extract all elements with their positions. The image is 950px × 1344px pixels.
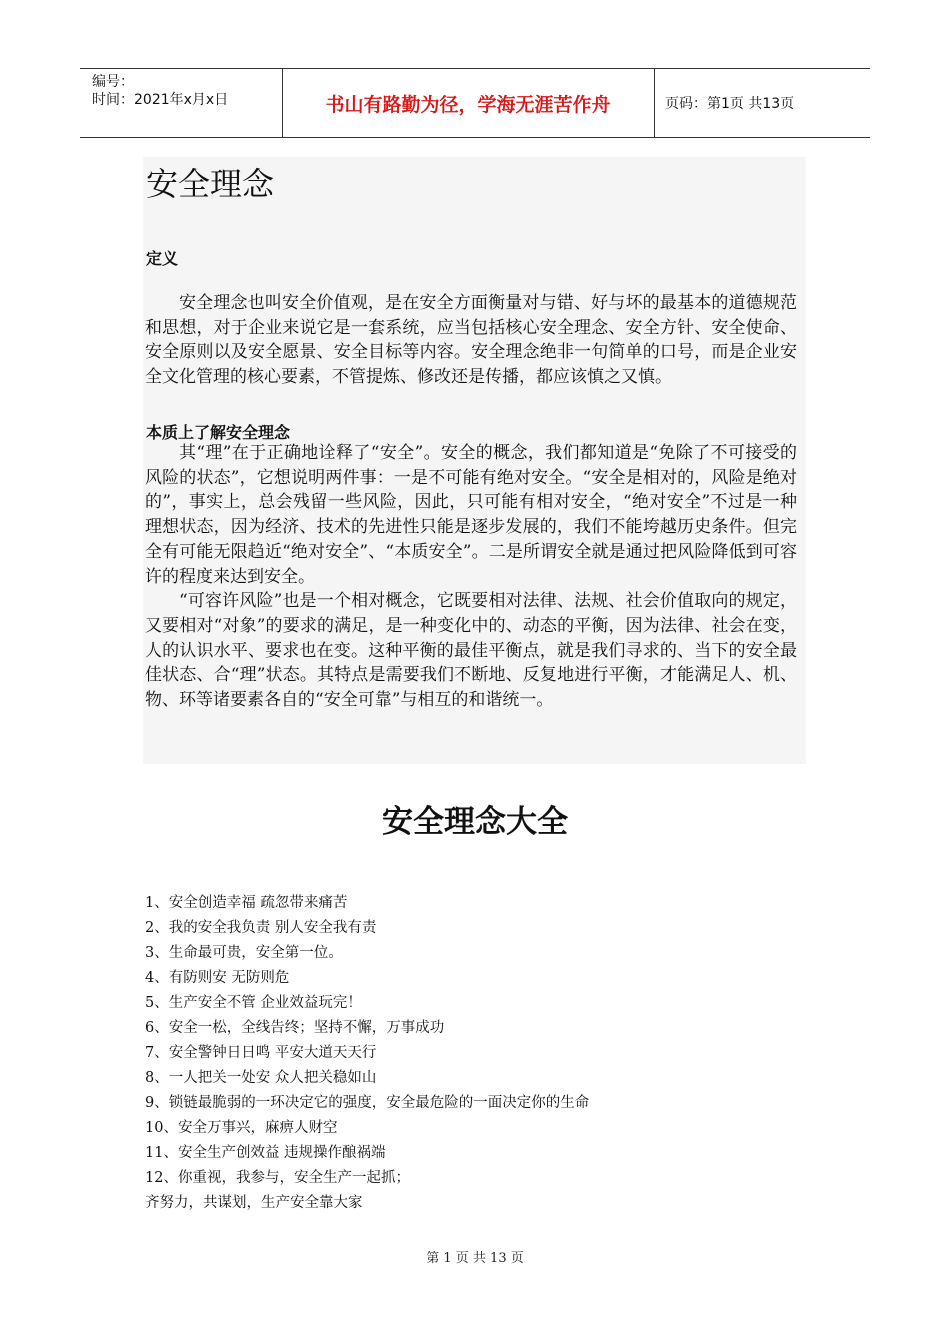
header-page-info: 页码：第1页 共13页 [665,96,795,112]
header-motto: 书山有路勤为径，学海无涯苦作舟 [325,93,611,116]
slogan-item: 11、安全生产创效益 违规操作酿祸端 [145,1145,386,1161]
slogan-item: 2、我的安全我负责 别人安全我有责 [145,920,377,936]
slogan-item: 6、安全一松，全线告终；坚持不懈，万事成功 [145,1020,445,1036]
slogan-item: 4、有防则安 无防则危 [145,970,290,986]
slogan-item: 12、你重视，我参与，安全生产一起抓； [145,1170,410,1186]
slogan-item: 3、生命最可贵，安全第一位。 [145,945,343,961]
header-meta [80,69,282,137]
header-time-label: 时间：2021年x月x日 [92,92,229,108]
essence-paragraph-2: “可容许风险”也是一个相对概念，它既要相对法律、法规、社会价值取向的规定，又要相对“对象”的要求的满足，是一种变化中的、动态的平衡，因为法律、社会在变，人的认识水平、要求也在变。这种平衡的最佳平衡点，就是我们寻求的、当下的安全最佳状态、合“理”状态。其特点是需要我们不断地、反复地进行平衡，才能满足人、机、物、环等诸要素各自的“安全可靠”与相互的和谐统一。 [145,591,797,711]
essence-paragraph-1: 其“理”在于正确地诠释了“安全”。安全的概念，我们都知道是“免除了不可接受的风险的状态”，它想说明两件事：一是不可能有绝对安全。“安全是相对的，风险是绝对的”，事实上，总会残留一些风险，因此，只可能有相对安全，“绝对安全”不过是一种理想状态，因为经济、技术的先进性只能是逐步发展的，我们不能垮越历史条件。但完全有可能无限趋近“绝对安全”、“本质安全”。二是所谓安全就是通过把风险降低到可容许的程度来达到安全。 [145,443,797,587]
slogan-item: 9、锁链最脆弱的一环决定它的强度，安全最危险的一面决定你的生命 [145,1095,590,1111]
definition-paragraph [145,291,797,390]
slogan-item: 8、一人把关一处安 众人把关稳如山 [145,1070,377,1086]
slogan-item: 5、生产安全不管 企业效益玩完！ [145,995,362,1011]
slogan-item: 10、安全万事兴，麻痹人财空 [145,1120,338,1136]
page-title: 安全理念 [146,165,275,203]
essence-heading: 本质上了解安全理念 [146,423,291,442]
essence-paragraphs [145,441,797,713]
slogan-item: 1、安全创造幸福 疏忽带来痛苦 [145,895,348,911]
definition-heading: 定义 [146,249,179,268]
page-header [80,68,870,138]
definition-text: 安全理念也叫安全价值观，是在安全方面衡量对与错、好与坏的最基本的道德规范和思想，对于企业来说它是一套系统，应当包括核心安全理念、安全方针、安全使命、安全原则以及安全愿景、安全目标等内容。安全理念绝非一句简单的口号，而是企业安全文化管理的核心要素，不管提炼、修改还是传播，都应该慎之又慎。 [145,293,797,388]
slogans-list [145,891,589,1216]
header-number-label: 编号： [92,74,134,90]
slogan-item: 7、安全警钟日日鸣 平安大道天天行 [145,1045,377,1061]
page-footer: 第 1 页 共 13 页 [426,1251,524,1266]
slogan-item: 齐努力，共谋划，生产安全靠大家 [145,1195,363,1211]
slogans-title: 安全理念大全 [382,804,568,840]
